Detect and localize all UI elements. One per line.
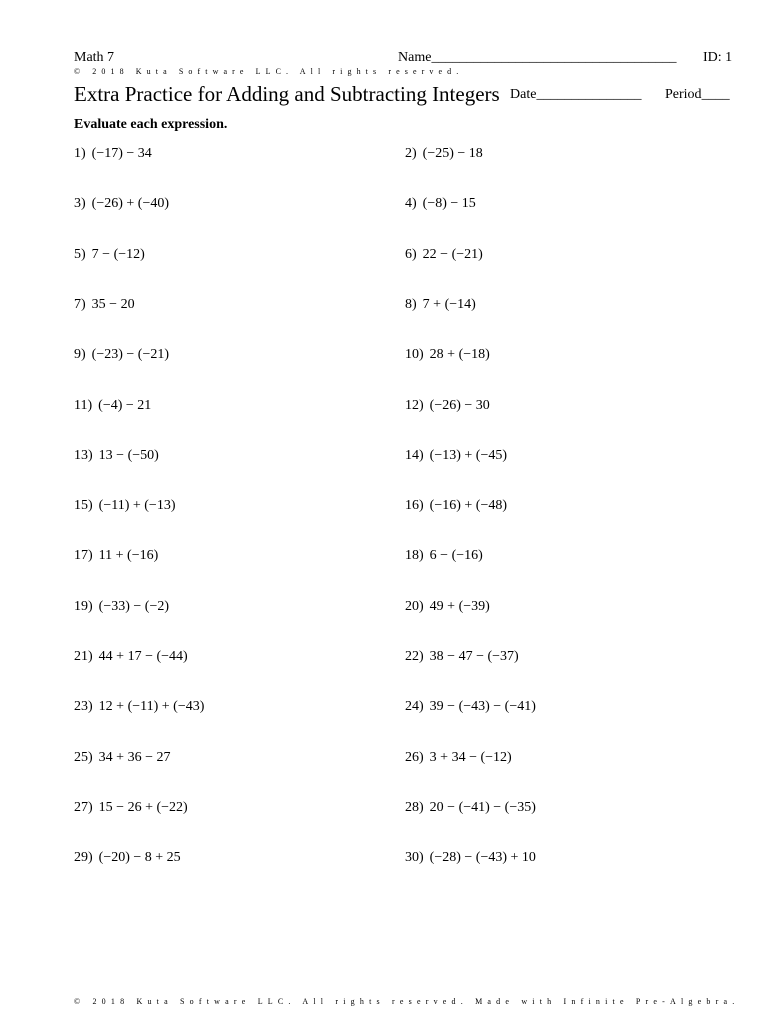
problem-expression: 13 − (−50) (98, 447, 159, 463)
date-blank[interactable]: _______________ (536, 87, 642, 102)
name-blank[interactable]: ___________________________________ (431, 50, 677, 65)
problem-expression: 11 + (−16) (98, 548, 159, 564)
date-field[interactable] (510, 87, 641, 103)
problem-item (74, 297, 135, 313)
problem-expression: (−17) − 34 (91, 146, 152, 161)
problem-expression: (−20) − 8 + 25 (98, 850, 181, 866)
problem-item (405, 548, 483, 564)
problem-expression: 28 + (−18) (429, 347, 490, 363)
problem-item (74, 850, 181, 866)
problem-item (405, 247, 483, 263)
problem-item (405, 146, 483, 162)
period-field[interactable] (665, 87, 730, 103)
period-blank[interactable]: ____ (701, 87, 730, 102)
problem-item (74, 599, 169, 615)
problem-expression: (−8) − 15 (422, 196, 476, 212)
problem-number: 4) (405, 196, 417, 212)
problem-expression: (−23) − (−21) (91, 347, 170, 363)
problem-number: 20) (405, 598, 424, 614)
date-label: Date (510, 87, 537, 102)
copyright-top: © 2018 Kuta Software LLC. All rights reserved. (74, 67, 464, 76)
problem-item (74, 347, 169, 363)
copyright-footer: © 2018 Kuta Software LLC. All rights reserved. Made with Infinite Pre-Algebra. (74, 997, 740, 1006)
problem-number: 28) (405, 799, 424, 815)
problem-number: 26) (405, 749, 424, 765)
problem-number: 17) (74, 548, 93, 564)
problem-expression: (−13) + (−45) (429, 447, 508, 463)
problem-number: 30) (405, 850, 424, 866)
problem-item (405, 699, 536, 715)
problem-number: 23) (74, 699, 93, 715)
problem-item (405, 850, 536, 866)
problem-item (405, 398, 490, 414)
problem-item (74, 649, 188, 665)
problem-number: 15) (74, 498, 93, 514)
problem-item (405, 599, 490, 615)
problem-expression: (−25) − 18 (422, 146, 483, 161)
problem-expression: 35 − 20 (91, 296, 135, 312)
problem-number: 16) (405, 498, 424, 514)
problem-expression: (−33) − (−2) (98, 598, 170, 614)
problem-expression: 20 − (−41) − (−35) (429, 799, 536, 815)
problem-item (405, 448, 507, 464)
problem-item (74, 750, 170, 766)
problem-item (74, 146, 152, 162)
problem-expression: 22 − (−21) (422, 246, 483, 262)
problem-expression: (−16) + (−48) (429, 498, 508, 514)
page-title: Extra Practice for Adding and Subtracting Integers (74, 82, 500, 106)
problem-number: 13) (74, 447, 93, 463)
problem-item (405, 196, 476, 212)
problem-number: 8) (405, 296, 417, 312)
instructions: Evaluate each expression. (74, 117, 228, 132)
problem-expression: 7 + (−14) (422, 296, 476, 312)
problem-item (74, 548, 158, 564)
problem-item (74, 398, 151, 414)
problem-number: 14) (405, 447, 424, 463)
problem-number: 5) (74, 246, 86, 262)
problem-expression: 3 + 34 − (−12) (429, 749, 512, 765)
problem-expression: 12 + (−11) + (−43) (98, 699, 205, 715)
course-label: Math 7 (74, 50, 115, 65)
problem-item (405, 649, 519, 665)
problem-expression: 38 − 47 − (−37) (429, 649, 519, 664)
problem-expression: (−4) − 21 (98, 397, 152, 413)
problem-number: 25) (74, 749, 93, 765)
problem-item (405, 800, 536, 816)
problem-number: 18) (405, 548, 424, 564)
problem-number: 21) (74, 649, 93, 664)
problem-item (405, 347, 490, 363)
problem-expression: 15 − 26 + (−22) (98, 799, 188, 815)
problem-number: 11) (74, 397, 93, 413)
problem-number: 27) (74, 799, 93, 815)
problem-number: 1) (74, 146, 86, 161)
problem-expression: 44 + 17 − (−44) (98, 649, 188, 664)
problem-expression: (−26) + (−40) (91, 196, 170, 212)
problem-number: 24) (405, 699, 424, 715)
problem-number: 3) (74, 196, 86, 212)
problem-expression: (−11) + (−13) (98, 498, 176, 514)
name-label: Name (398, 50, 432, 65)
problem-item (405, 297, 476, 313)
period-label: Period (665, 87, 702, 102)
problem-item (74, 247, 145, 263)
problem-number: 19) (74, 598, 93, 614)
problem-item (74, 699, 204, 715)
problem-list (74, 146, 734, 876)
problem-expression: 49 + (−39) (429, 598, 490, 614)
problem-number: 7) (74, 296, 86, 312)
name-field[interactable] (398, 50, 676, 66)
problem-item (74, 800, 188, 816)
problem-number: 2) (405, 146, 417, 161)
problem-number: 22) (405, 649, 424, 664)
problem-number: 12) (405, 397, 424, 413)
problem-expression: (−26) − 30 (429, 397, 490, 413)
problem-item (74, 448, 159, 464)
problem-expression: 6 − (−16) (429, 548, 483, 564)
problem-number: 10) (405, 347, 424, 363)
problem-expression: 7 − (−12) (91, 246, 145, 262)
problem-expression: 39 − (−43) − (−41) (429, 699, 536, 715)
problem-number: 9) (74, 347, 86, 363)
problem-number: 29) (74, 850, 93, 866)
problem-item (74, 498, 176, 514)
problem-expression: (−28) − (−43) + 10 (429, 850, 536, 866)
problem-expression: 34 + 36 − 27 (98, 749, 171, 765)
problem-item (405, 750, 512, 766)
problem-number: 6) (405, 246, 417, 262)
problem-item (405, 498, 507, 514)
problem-item (74, 196, 169, 212)
worksheet-id: ID: 1 (703, 50, 733, 65)
